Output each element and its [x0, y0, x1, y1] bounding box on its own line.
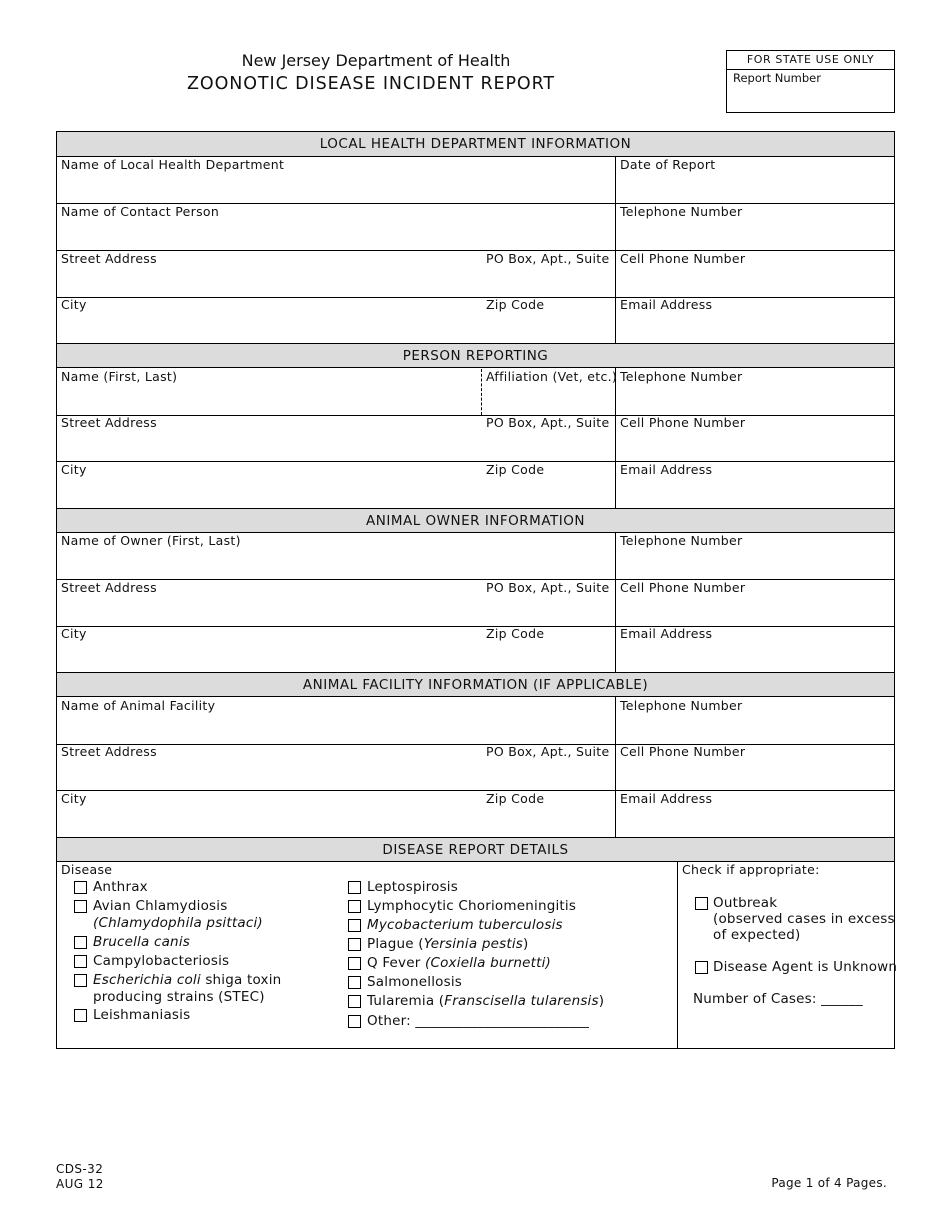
contact-person-field[interactable]: Name of Contact Person [61, 204, 220, 219]
owner-email-field[interactable]: Email Address [620, 626, 713, 641]
outbreak-checkbox[interactable] [695, 897, 708, 910]
report-number-field[interactable]: Report Number [733, 71, 821, 85]
form-code [56, 1162, 104, 1192]
salmonellosis-checkbox[interactable] [348, 976, 361, 989]
facility-zip-field[interactable]: Zip Code [486, 791, 545, 806]
brucella-checkbox[interactable] [74, 936, 87, 949]
form-revision-date: AUG 12 [56, 1177, 104, 1191]
reporter-street-field[interactable]: Street Address [61, 415, 157, 430]
other-disease-checkbox[interactable] [348, 1015, 361, 1028]
facility-city-field[interactable]: City [61, 791, 87, 806]
local-po-box-field[interactable]: PO Box, Apt., Suite [486, 251, 610, 266]
facility-email-field[interactable]: Email Address [620, 791, 713, 806]
check-appropriate-label: Check if appropriate: [682, 862, 820, 877]
owner-cell-field[interactable]: Cell Phone Number [620, 580, 746, 595]
facility-telephone-field[interactable]: Telephone Number [620, 698, 743, 713]
date-of-report-field[interactable]: Date of Report [620, 157, 716, 172]
animal-owner-heading: ANIMAL OWNER INFORMATION [57, 508, 894, 533]
local-telephone-field[interactable]: Telephone Number [620, 204, 743, 219]
reporter-telephone-field[interactable]: Telephone Number [620, 369, 743, 384]
form-title: ZOONOTIC DISEASE INCIDENT REPORT [187, 74, 555, 94]
facility-street-field[interactable]: Street Address [61, 744, 157, 759]
state-use-box [726, 50, 895, 113]
agent-unknown-checkbox[interactable] [695, 961, 708, 974]
avian-chlamydiosis-checkbox[interactable] [74, 900, 87, 913]
tularemia-checkbox[interactable] [348, 995, 361, 1008]
disease-details-heading: DISEASE REPORT DETAILS [57, 837, 894, 862]
local-city-field[interactable]: City [61, 297, 87, 312]
reporter-cell-field[interactable]: Cell Phone Number [620, 415, 746, 430]
department-name: New Jersey Department of Health [241, 51, 511, 70]
facility-cell-field[interactable]: Cell Phone Number [620, 744, 746, 759]
reporter-city-field[interactable]: City [61, 462, 87, 477]
disease-label: Disease [61, 862, 113, 877]
local-health-heading: LOCAL HEALTH DEPARTMENT INFORMATION [57, 132, 894, 157]
owner-zip-field[interactable]: Zip Code [486, 626, 545, 641]
leptospirosis-checkbox[interactable] [348, 881, 361, 894]
lymphocytic-checkbox[interactable] [348, 900, 361, 913]
report-form: LOCAL HEALTH DEPARTMENT INFORMATION Name of Local Health Department Date of Report Name of Contact Person Telephone Number Street Address PO Box, Apt., Suite Cell Phone Number City Zip Code Email Address PERSON REPORTING Name (First, Last) Affiliation (Vet, etc.) Telephone Number Street Address PO Box, Apt., Suite Cell Phone Number City Zip Code Email Address ANIMAL OWNER INFORMATION Name of Owner (First, Last) Telephone Number Street Address PO Box, Apt., Suite Cell Phone Number City Zip Code Email Address ANIMAL FACILITY INFORMATION (IF APPLICABLE) Name of Animal Facility Telephone Number Street Address PO Box, Apt., Suite Cell Phone Number City Zip Code Email Address DISEASE REPORT DETAILS Disease Check if appropriate: Anthrax Avian Chlamydiosis (Chlamydophila psittaci) Brucella canis Campylobacteriosis Escherichia coli shiga toxin producing strains (STEC) Leishmaniasis Leptospirosis Lymphocytic Choriomeningitis Mycobacterium tuberculosis Plague (Yersinia pestis) Q Fever (Coxiella burnetti) Salmonellosis Tularemia (Franscisella tularensis) Other: _________________________ Outbreak (observed cases in excess of expected) Disease Agent is Unknown Number of Cases: ______ [56, 131, 895, 1049]
local-email-field[interactable]: Email Address [620, 297, 713, 312]
owner-po-box-field[interactable]: PO Box, Apt., Suite [486, 580, 610, 595]
plague-checkbox[interactable] [348, 938, 361, 951]
owner-street-field[interactable]: Street Address [61, 580, 157, 595]
person-reporting-heading: PERSON REPORTING [57, 343, 894, 368]
form-code-number: CDS-32 [56, 1162, 104, 1176]
reporter-po-box-field[interactable]: PO Box, Apt., Suite [486, 415, 610, 430]
local-street-field[interactable]: Street Address [61, 251, 157, 266]
local-health-name-field[interactable]: Name of Local Health Department [61, 157, 285, 172]
local-zip-field[interactable]: Zip Code [486, 297, 545, 312]
campylobacteriosis-checkbox[interactable] [74, 955, 87, 968]
state-use-heading: FOR STATE USE ONLY [727, 51, 894, 70]
anthrax-checkbox[interactable] [74, 881, 87, 894]
reporter-affiliation-field[interactable]: Affiliation (Vet, etc.) [486, 369, 618, 384]
mycobacterium-checkbox[interactable] [348, 919, 361, 932]
facility-po-box-field[interactable]: PO Box, Apt., Suite [486, 744, 610, 759]
ecoli-checkbox[interactable] [74, 974, 87, 987]
owner-telephone-field[interactable]: Telephone Number [620, 533, 743, 548]
reporter-email-field[interactable]: Email Address [620, 462, 713, 477]
reporter-zip-field[interactable]: Zip Code [486, 462, 545, 477]
local-cell-field[interactable]: Cell Phone Number [620, 251, 746, 266]
q-fever-checkbox[interactable] [348, 957, 361, 970]
animal-facility-heading: ANIMAL FACILITY INFORMATION (IF APPLICABLE) [57, 672, 894, 697]
leishmaniasis-checkbox[interactable] [74, 1009, 87, 1022]
page-indicator: Page 1 of 4 Pages. [771, 1176, 887, 1190]
owner-name-field[interactable]: Name of Owner (First, Last) [61, 533, 241, 548]
owner-city-field[interactable]: City [61, 626, 87, 641]
facility-name-field[interactable]: Name of Animal Facility [61, 698, 216, 713]
reporter-name-field[interactable]: Name (First, Last) [61, 369, 178, 384]
